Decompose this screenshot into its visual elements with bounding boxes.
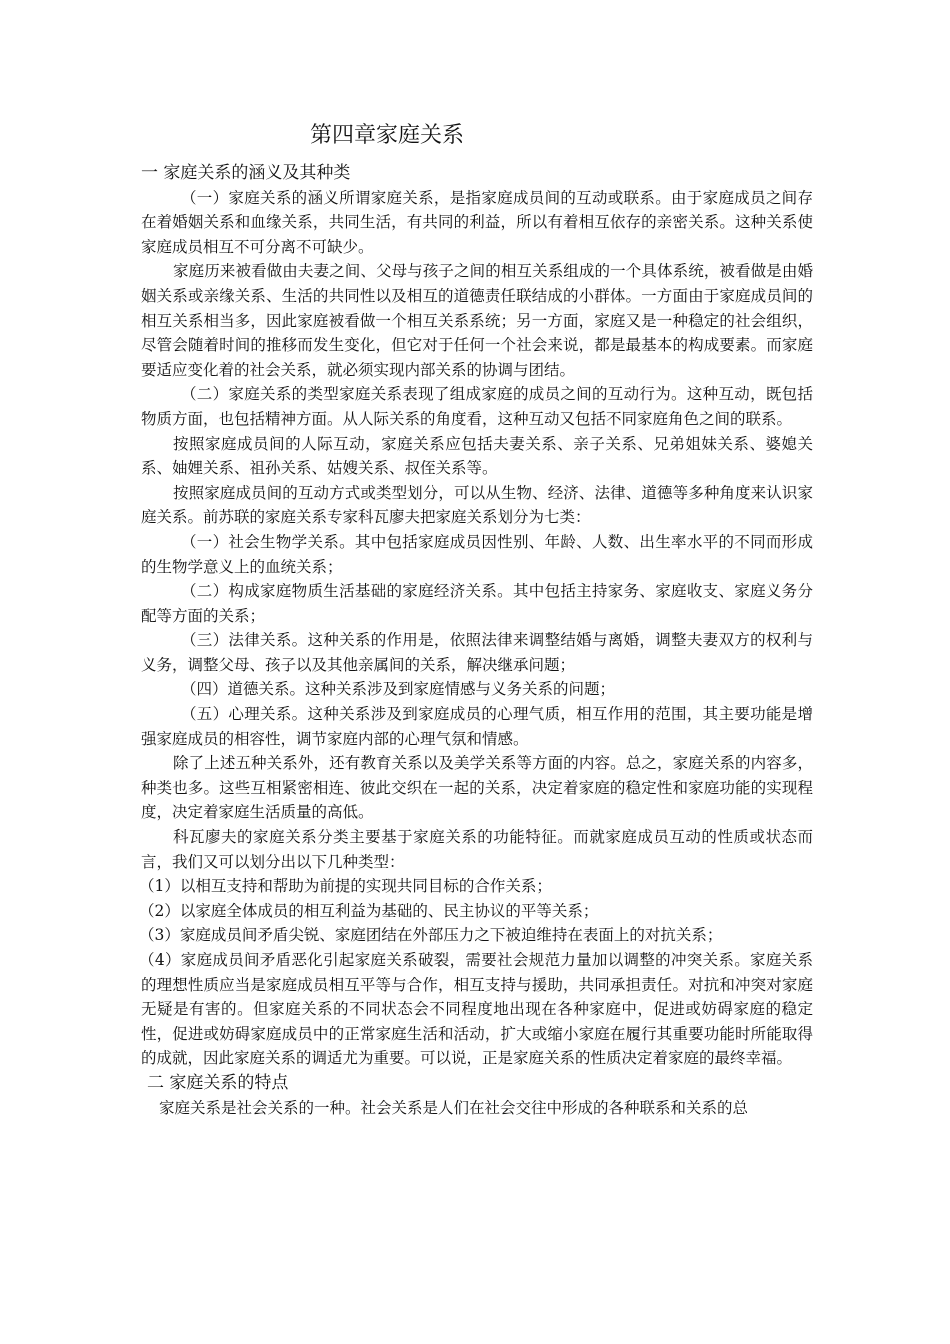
paragraph: 家庭历来被看做由夫妻之间、父母与孩子之间的相互关系组成的一个具体系统，被看做是由婚姻关系或亲缘关系、生活的共同性以及相互的道德责任联结成的小群体。一方面由于家庭成员间的相互关系相当多，因此家庭被看做一个相互关系系统；另一方面，家庭又是一种稳定的社会组织，尽管会随着时间的推移而发生变化，但它对于任何一个社会来说，都是最基本的构成要素。而家庭要适应变化着的社会关系，就必须实现内部关系的协调与团结。 <box>141 262 813 379</box>
paragraph: （三）法律关系。这种关系的作用是，依照法律来调整结婚与离婚，调整夫妻双方的权利与义务，调整父母、孩子以及其他亲属间的关系，解决继承问题； <box>141 631 813 674</box>
paragraph: 除了上述五种关系外，还有教育关系以及美学关系等方面的内容。总之，家庭关系的内容多，种类也多。这些互相紧密相连、彼此交织在一起的关系，决定着家庭的稳定性和家庭功能的实现程度，决定着家庭生活质量的高低。 <box>141 754 813 822</box>
document-body <box>141 161 813 1120</box>
paragraph: 科瓦廖夫的家庭关系分类主要基于家庭关系的功能特征。而就家庭成员互动的性质或状态而言，我们又可以划分出以下几种类型： <box>141 828 813 871</box>
paragraph: （五）心理关系。这种关系涉及到家庭成员的心理气质，相互作用的范围，其主要功能是增强家庭成员的相容性，调节家庭内部的心理气氛和情感。 <box>141 705 813 748</box>
section-heading-1: 一 家庭关系的涵义及其种类 <box>141 163 351 183</box>
paragraph: 家庭关系是社会关系的一种。社会关系是人们在社会交往中形成的各种联系和关系的总 <box>159 1098 749 1117</box>
paragraph: 按照家庭成员间的人际互动，家庭关系应包括夫妻关系、亲子关系、兄弟姐妹关系、婆媳关系、妯娌关系、祖孙关系、姑嫂关系、叔侄关系等。 <box>141 434 813 478</box>
section-heading-2: 二 家庭关系的特点 <box>147 1072 289 1093</box>
paragraph: （二）构成家庭物质生活基础的家庭经济关系。其中包括主持家务、家庭收支、家庭义务分配等方面的关系； <box>141 582 813 625</box>
paragraph: 按照家庭成员间的互动方式或类型划分，可以从生物、经济、法律、道德等多种角度来认识家庭关系。前苏联的家庭关系专家科瓦廖夫把家庭关系划分为七类： <box>141 483 813 527</box>
paragraph: （二）家庭关系的类型家庭关系表现了组成家庭的成员之间的互动行为。这种互动，既包括物质方面，也包括精神方面。从人际关系的角度看，这种互动又包括不同家庭角色之间的联系。 <box>141 385 813 428</box>
chapter-title: 第四章家庭关系 <box>310 123 465 148</box>
list-item: （3）家庭成员间矛盾尖锐、家庭团结在外部压力之下被迫维持在表面上的对抗关系； <box>139 926 723 945</box>
list-item: （4）家庭成员间矛盾恶化引起家庭关系破裂，需要社会规范力量加以调整的冲突关系。家庭关系的理想性质应当是家庭成员相互平等与合作，相互支持与援助，共同承担责任。对抗和冲突对家庭无疑是有害的。但家庭关系的不同状态会不同程度地出现在各种家庭中，促进或妨碍家庭的稳定性，促进或妨碍家庭成员中的正常家庭生活和活动，扩大或缩小家庭在履行其重要功能时所能取得的成就，因此家庭关系的调适尤为重要。可以说，正是家庭关系的性质决定着家庭的最终幸福。 <box>139 951 813 1068</box>
paragraph: （四）道德关系。这种关系涉及到家庭情感与义务关系的问题； <box>181 680 616 699</box>
paragraph: （一）社会生物学关系。其中包括家庭成员因性别、年龄、人数、出生率水平的不同而形成的生物学意义上的血统关系； <box>141 532 813 576</box>
paragraph: （一）家庭关系的涵义所谓家庭关系，是指家庭成员间的互动或联系。由于家庭成员之间存在着婚姻关系和血缘关系，共同生活，有共同的利益，所以有着相互依存的亲密关系。这种关系使家庭成员相互不可分离不可缺少。 <box>141 188 813 256</box>
list-item: （2）以家庭全体成员的相互利益为基础的、民主协议的平等关系； <box>139 901 599 920</box>
list-item: （1）以相互支持和帮助为前提的实现共同目标的合作关系； <box>139 877 552 896</box>
